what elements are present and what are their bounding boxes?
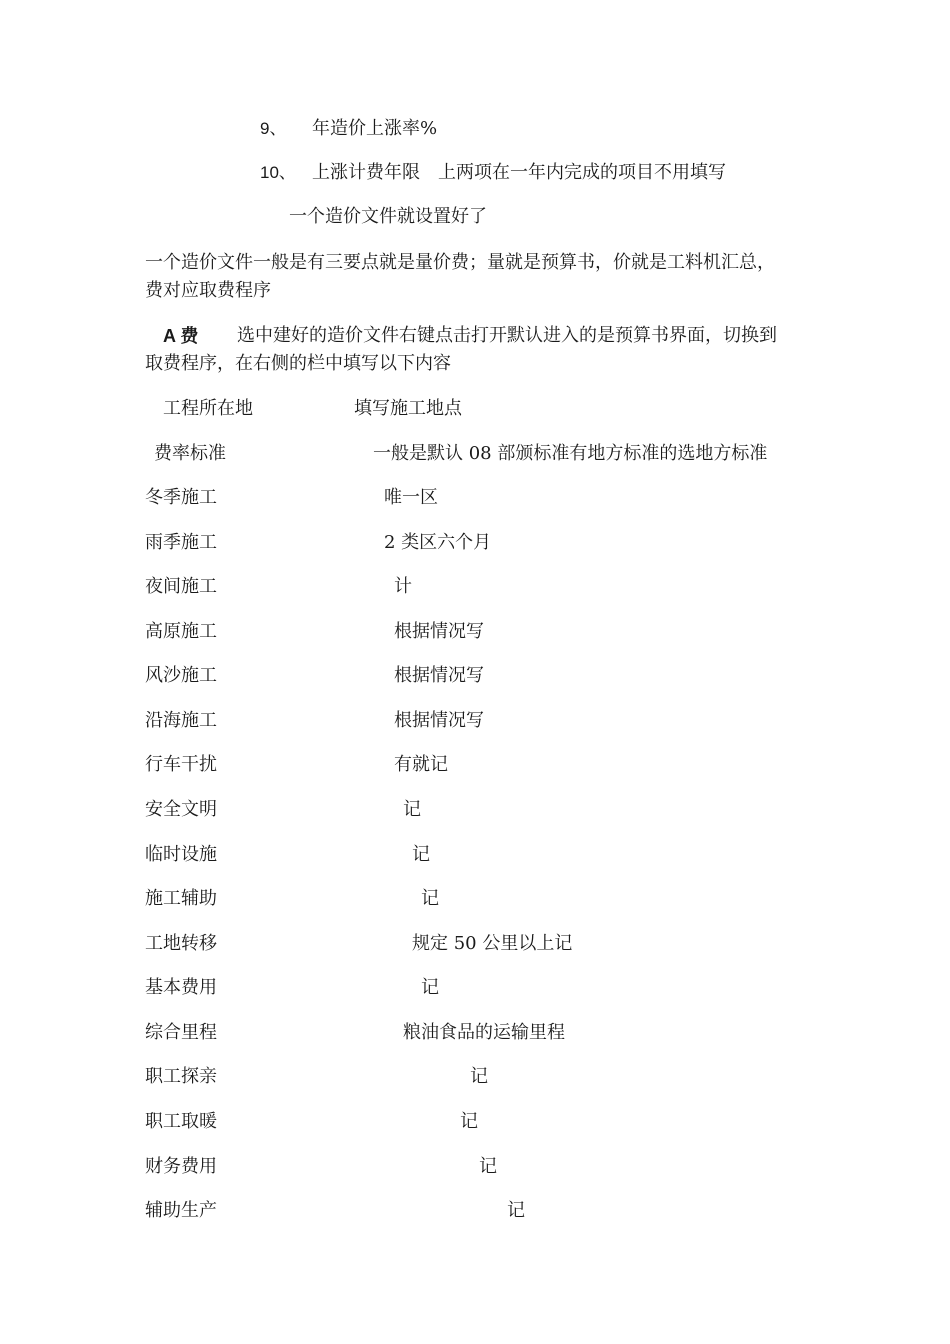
row-label: 风沙施工	[145, 665, 217, 686]
row-label: 辅助生产	[145, 1200, 217, 1221]
row-value: 根据情况写	[394, 710, 484, 731]
item-9-number: 9、	[260, 119, 287, 138]
row-value: 记	[421, 977, 439, 998]
row-label: 基本费用	[145, 977, 217, 998]
row-value: 粮油食品的运输里程	[403, 1022, 565, 1043]
row-label: 冬季施工	[145, 487, 217, 508]
section-a-label	[163, 325, 198, 348]
row-label: 沿海施工	[145, 710, 217, 731]
item-9-text: 年造价上涨率%	[312, 118, 438, 139]
row-value: 记	[421, 888, 439, 909]
row-value: 根据情况写	[394, 621, 484, 642]
row-label: 施工辅助	[145, 888, 217, 909]
row-label: 费率标准	[154, 443, 226, 464]
row-value: 填写施工地点	[354, 398, 462, 419]
item-10-number: 10、	[260, 163, 296, 182]
row-value: 记	[403, 799, 421, 820]
row-value: 记	[470, 1066, 488, 1087]
row-label: 综合里程	[145, 1022, 217, 1043]
row-value: 规定 50 公里以上记	[412, 933, 573, 954]
item-10-text: 上涨计费年限 上两项在一年内完成的项目不用填写	[312, 162, 726, 183]
row-value: 记	[412, 844, 430, 865]
row-value: 一般是默认 08 部颁标准有地方标准的选地方标准	[373, 443, 768, 464]
section-a-heading: A 费	[163, 326, 199, 346]
row-label: 工地转移	[145, 933, 217, 954]
row-value: 记	[507, 1200, 525, 1221]
row-label: 职工取暖	[145, 1111, 217, 1132]
row-label: 临时设施	[145, 844, 217, 865]
section-a-line-2: 取费程序，在右侧的栏中填写以下内容	[145, 353, 451, 374]
row-value: 2 类区六个月	[384, 532, 492, 553]
row-label: 安全文明	[145, 799, 217, 820]
row-label: 夜间施工	[145, 576, 217, 597]
row-value: 记	[479, 1156, 497, 1177]
intro-line-1: 一个造价文件一般是有三要点就是量价费；量就是预算书，价就是工料机汇总，	[145, 252, 775, 273]
row-label: 高原施工	[145, 621, 217, 642]
row-value: 有就记	[394, 754, 448, 775]
row-value: 记	[460, 1111, 478, 1132]
row-label: 财务费用	[145, 1156, 217, 1177]
section-a-line-1: 选中建好的造价文件右键点击打开默认进入的是预算书界面，切换到	[237, 325, 777, 346]
intro-line-2: 费对应取费程序	[145, 280, 271, 301]
row-value: 唯一区	[384, 487, 438, 508]
row-label: 工程所在地	[163, 398, 253, 419]
row-value: 计	[394, 576, 412, 597]
row-value: 根据情况写	[394, 665, 484, 686]
setup-done-text: 一个造价文件就设置好了	[289, 206, 487, 227]
row-label: 行车干扰	[145, 754, 217, 775]
row-label: 职工探亲	[145, 1066, 217, 1087]
row-label: 雨季施工	[145, 532, 217, 553]
